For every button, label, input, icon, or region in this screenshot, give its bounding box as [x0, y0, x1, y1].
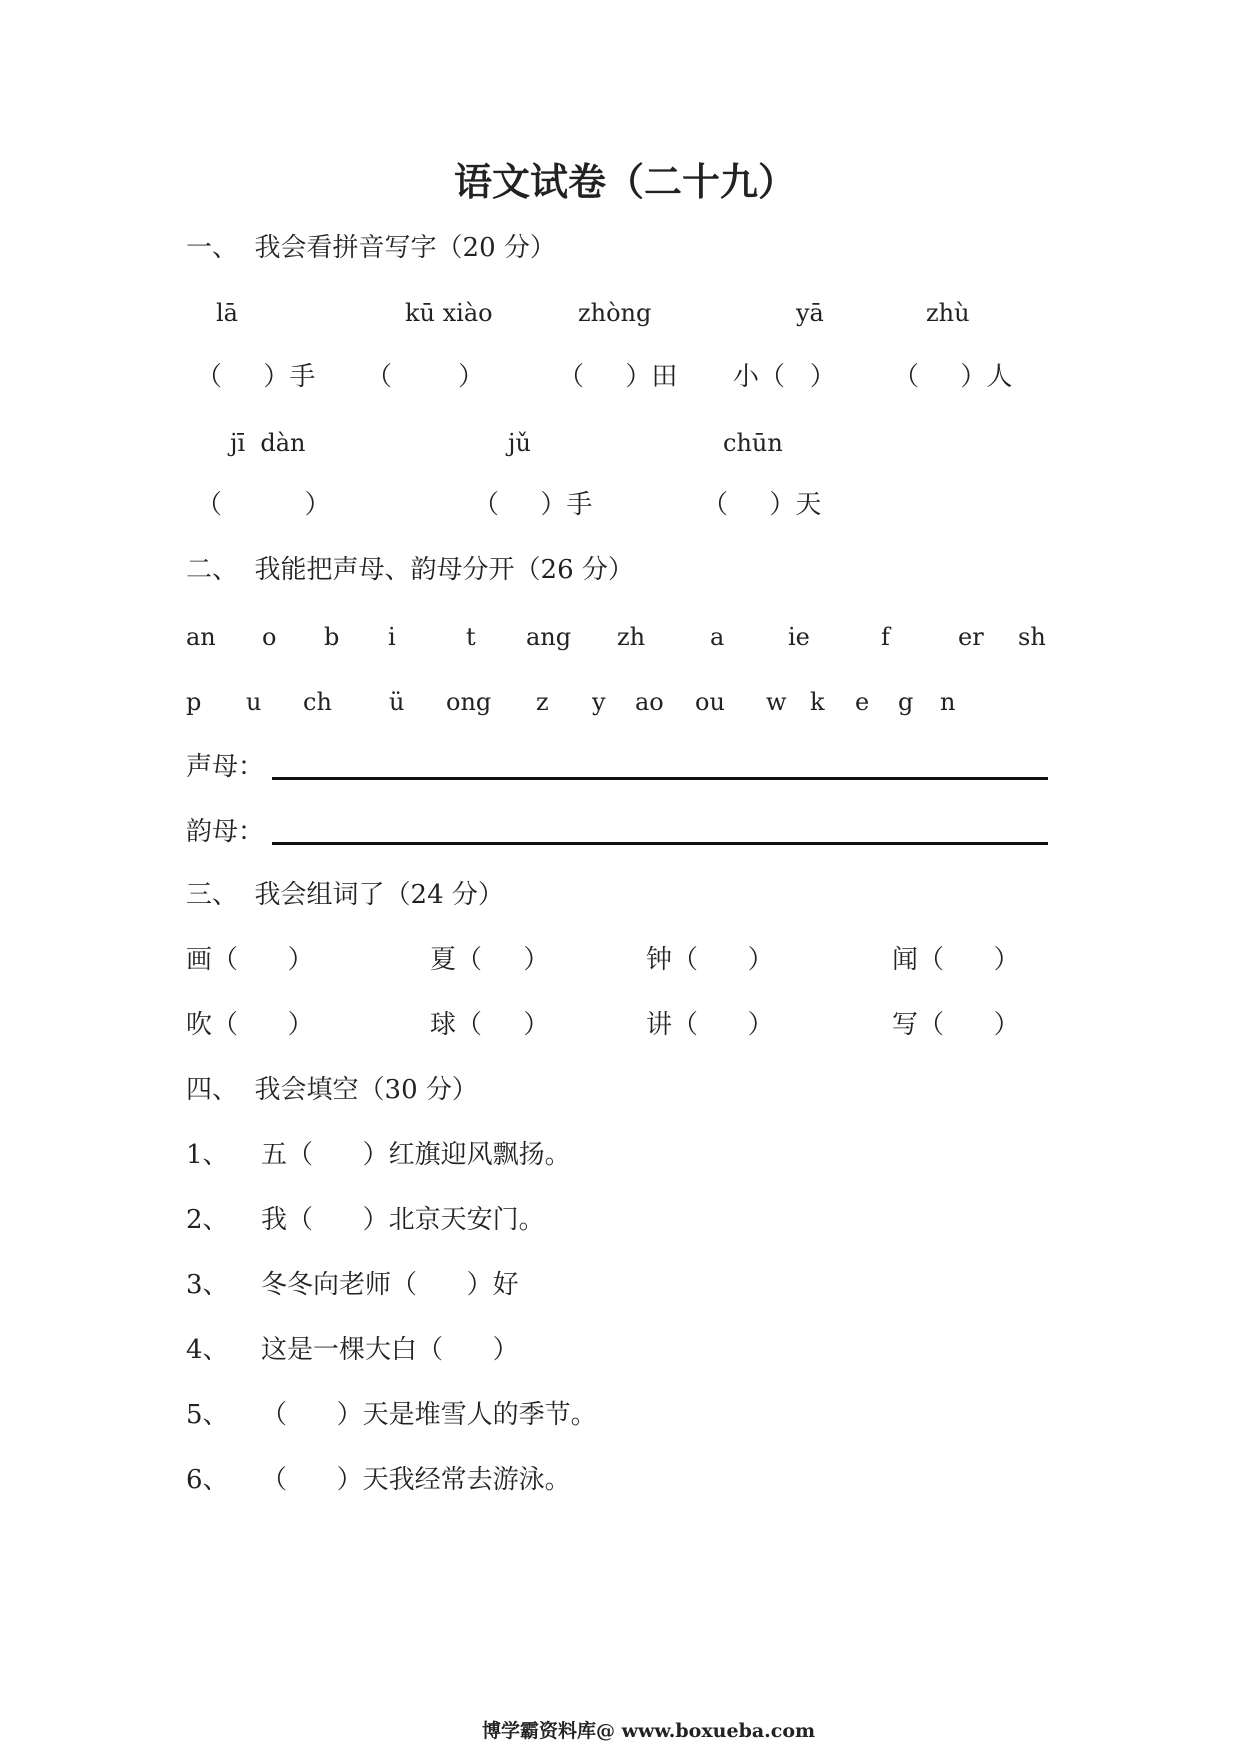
word-hua: 画（ ） [186, 945, 314, 975]
phonetic-b: b [324, 623, 340, 651]
shengmu-answer-line[interactable] [272, 777, 1048, 780]
phonetic-ch: ch [303, 688, 332, 716]
shengmu-label: 声母： [186, 752, 265, 782]
blank-ji-dan: （ ） [196, 490, 331, 520]
word-xia: 夏（ ） [430, 945, 550, 975]
pinyin-zhu: zhù [926, 299, 970, 327]
phonetic-ie: ie [788, 623, 810, 651]
phonetic-o: o [262, 623, 277, 651]
fill-item-4-text: 这是一棵大白（ ） [261, 1335, 519, 1365]
phonetic-a: a [710, 623, 725, 651]
pinyin-ju: jǔ [508, 429, 531, 457]
phonetic-f: f [881, 623, 890, 651]
phonetic-er: er [958, 623, 984, 651]
phonetic-zh: zh [617, 623, 646, 651]
phonetic-ong: ong [446, 688, 492, 716]
word-jiang: 讲（ ） [646, 1010, 774, 1040]
phonetic-t: t [466, 623, 476, 651]
phonetic-w: w [766, 688, 787, 716]
section3-heading: 三、 我会组词了（24 分） [186, 880, 504, 910]
blank-zhu-ren: （ ）人 [893, 362, 1013, 392]
section2-heading: 二、 我能把声母、韵母分开（26 分） [186, 555, 634, 585]
footer-watermark: 博学霸资料库@ www.boxueba.com [482, 1720, 816, 1742]
fill-item-6-text: （ ）天我经常去游泳。 [261, 1465, 571, 1495]
phonetic-k: k [810, 688, 825, 716]
phonetic-n: n [940, 688, 956, 716]
phonetic-y: y [592, 688, 606, 716]
phonetic-z: z [536, 688, 549, 716]
page-title: 语文试卷（二十九） [454, 159, 797, 204]
phonetic-u: u [246, 688, 262, 716]
phonetic-p: p [186, 688, 202, 716]
phonetic-i: i [388, 623, 396, 651]
blank-la-shou: （ ）手 [196, 362, 316, 392]
phonetic-ang: ang [526, 623, 572, 651]
pinyin-ji-dan: jī dàn [230, 429, 306, 457]
fill-item-2-text: 我（ ）北京天安门。 [261, 1205, 545, 1235]
pinyin-ya: yā [796, 299, 824, 327]
blank-xiao-ya: 小（ ） [733, 362, 836, 392]
yunmu-label: 韵母： [186, 817, 265, 847]
phonetic-g: g [898, 688, 914, 716]
phonetic-e: e [855, 688, 870, 716]
word-qiu: 球（ ） [430, 1010, 550, 1040]
fill-item-2-num: 2、 [186, 1205, 229, 1235]
fill-item-1-text: 五（ ）红旗迎风飘扬。 [261, 1140, 571, 1170]
word-wen: 闻（ ） [892, 945, 1020, 975]
yunmu-answer-line[interactable] [272, 842, 1048, 845]
fill-item-5-num: 5、 [186, 1400, 229, 1430]
phonetic-sh: sh [1018, 623, 1046, 651]
pinyin-chun: chūn [723, 429, 783, 457]
phonetic-an: an [186, 623, 216, 651]
fill-item-6-num: 6、 [186, 1465, 229, 1495]
word-xie: 写（ ） [892, 1010, 1020, 1040]
phonetic-ao: ao [635, 688, 664, 716]
fill-item-3-num: 3、 [186, 1270, 229, 1300]
pinyin-la: lā [216, 299, 238, 327]
fill-item-4-num: 4、 [186, 1335, 229, 1365]
pinyin-ku-xiao: kū xiào [405, 299, 493, 327]
fill-item-1-num: 1、 [186, 1140, 229, 1170]
word-chui: 吹（ ） [186, 1010, 314, 1040]
phonetic-u-umlaut: ü [389, 688, 405, 716]
section1-heading: 一、 我会看拼音写字（20 分） [186, 233, 556, 263]
pinyin-zhong: zhòng [578, 299, 652, 327]
fill-item-5-text: （ ）天是堆雪人的季节。 [261, 1400, 597, 1430]
blank-chun-tian: （ ）天 [702, 490, 822, 520]
blank-ju-shou: （ ）手 [473, 490, 593, 520]
word-zhong: 钟（ ） [646, 945, 774, 975]
section4-heading: 四、 我会填空（30 分） [186, 1075, 478, 1105]
phonetic-ou: ou [695, 688, 725, 716]
blank-ku-xiao: （ ） [366, 362, 485, 392]
fill-item-3-text: 冬冬向老师（ ）好 [261, 1270, 519, 1300]
blank-zhong-tian: （ ）田 [558, 362, 678, 392]
